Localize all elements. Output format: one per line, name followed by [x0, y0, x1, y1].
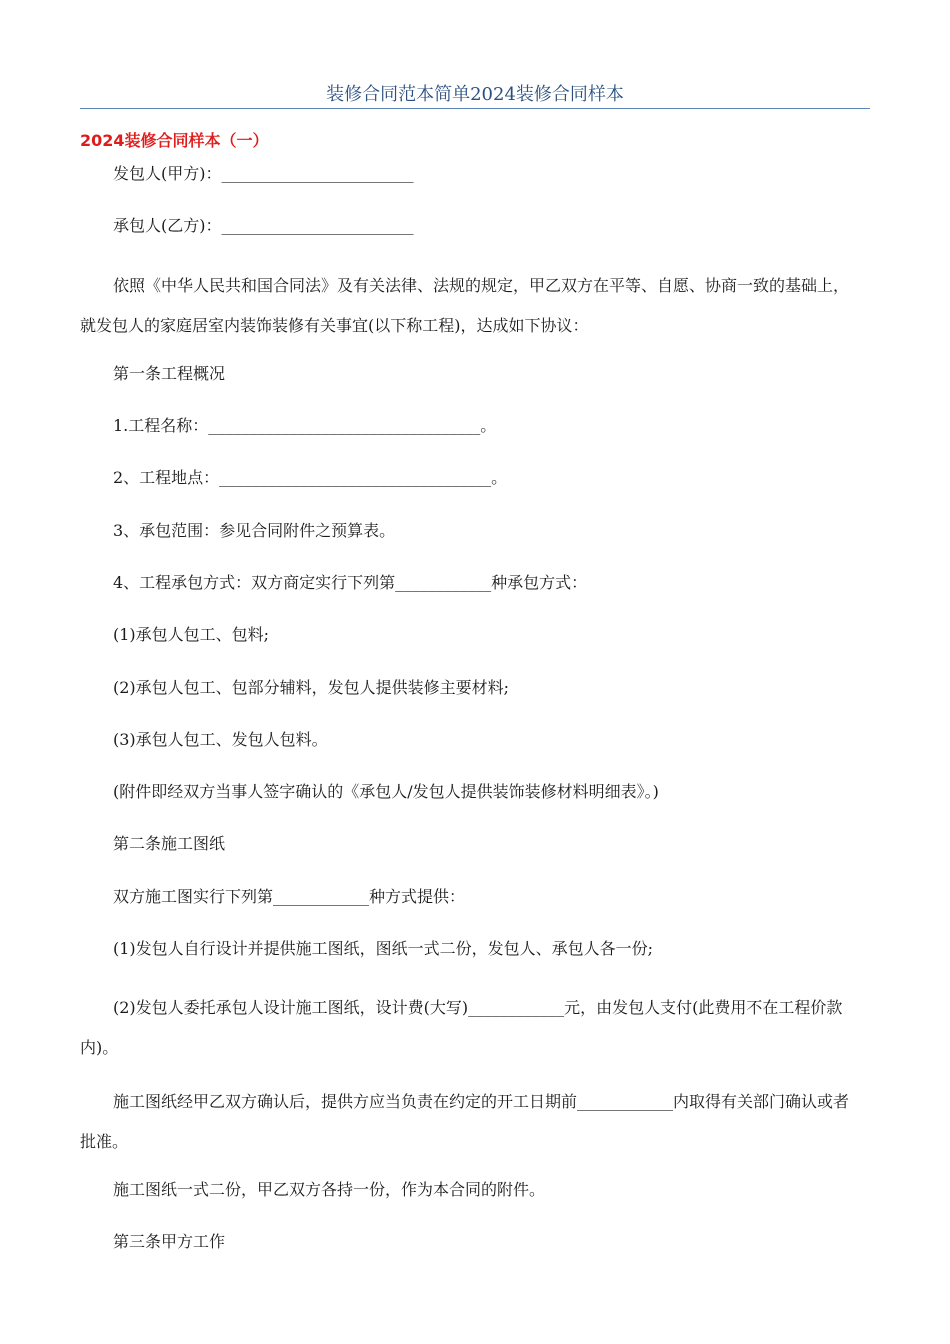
party-b-line: 承包人(乙方)：________________________: [113, 216, 414, 235]
drawing-method-line: 双方施工图实行下列第____________种方式提供：: [113, 887, 466, 906]
drawing-option-1-line: (1)发包人自行设计并提供施工图纸，图纸一式二份，发包人、承包人各一份;: [113, 939, 654, 958]
article-3-heading: 第三条甲方工作: [113, 1232, 226, 1251]
project-name-line: 1.工程名称：__________________________________。: [113, 416, 497, 435]
option-1-line: (1)承包人包工、包料;: [113, 625, 270, 644]
section-title: 2024装修合同样本（一）: [80, 131, 269, 150]
page-header-title: 装修合同范本简单2024装修合同样本: [326, 84, 624, 105]
project-location-line: 2、工程地点：__________________________________。: [113, 468, 508, 487]
drawing-copies-line: 施工图纸一式二份，甲乙双方各持一份，作为本合同的附件。: [113, 1180, 546, 1199]
contract-method-line: 4、工程承包方式：双方商定实行下列第____________种承包方式：: [113, 573, 588, 592]
appendix-note-line: (附件即经双方当事人签字确认的《承包人/发包人提供装饰装修材料明细表》。): [113, 782, 659, 801]
option-3-line: (3)承包人包工、发包人包料。: [113, 730, 328, 749]
header-divider: [80, 108, 870, 109]
party-a-line: 发包人(甲方)：________________________: [113, 164, 414, 183]
scope-line: 3、承包范围：参见合同附件之预算表。: [113, 521, 396, 540]
article-1-heading: 第一条工程概况: [113, 364, 226, 383]
option-2-line: (2)承包人包工、包部分辅料，发包人提供装修主要材料;: [113, 678, 510, 697]
drawing-option-2-paragraph: (2)发包人委托承包人设计施工图纸，设计费(大写)____________元，由发包人支付(此费用不在工程价款内)。: [80, 998, 843, 1057]
preamble-paragraph: 依照《中华人民共和国合同法》及有关法律、法规的规定，甲乙双方在平等、自愿、协商一致的基础上，就发包人的家庭居室内装饰装修有关事宜(以下称工程)，达成如下协议：: [80, 276, 850, 335]
article-2-heading: 第二条施工图纸: [113, 834, 226, 853]
drawing-approval-paragraph: 施工图纸经甲乙双方确认后，提供方应当负责在约定的开工日期前____________内取得有关部门确认或者批准。: [80, 1092, 850, 1151]
